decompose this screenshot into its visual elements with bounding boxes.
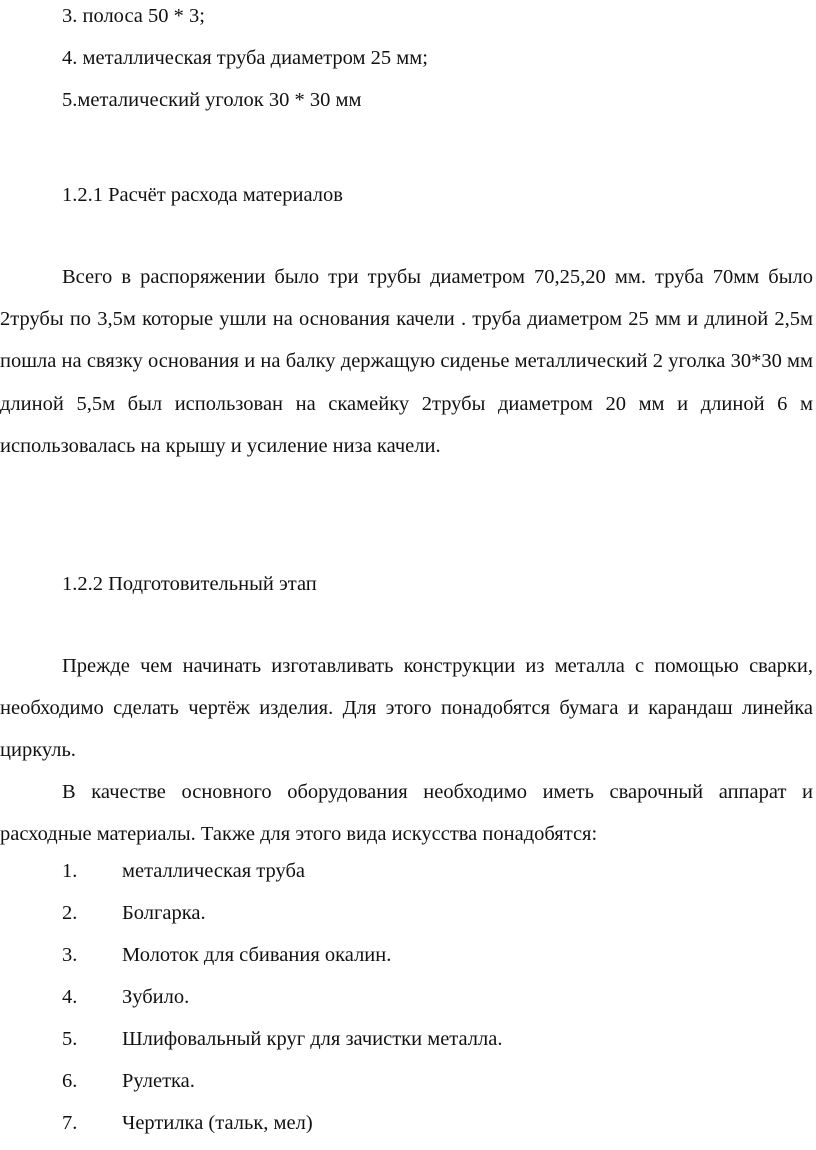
list-item [62,1025,502,1053]
list-number: 7. [62,1112,78,1134]
list-text: металлическая труба [122,860,306,882]
top-list-item: 3. полоса 50 * 3; [62,5,205,27]
list-item [62,941,391,969]
list-item [62,899,206,927]
list-text: Шлифовальный круг для зачистки металла. [122,1028,503,1050]
list-text: Молоток для сбивания окалин. [122,944,392,966]
list-item [62,983,189,1011]
list-number: 6. [62,1070,78,1092]
body-paragraph: В качестве основного оборудования необходимо иметь сварочный аппарат и расходные материалы. Также для этого вида искусства понадобятся: [0,781,813,846]
section-heading: 1.2.2 Подготовительный этап [62,573,317,595]
list-text: Зубило. [122,986,190,1008]
list-text: Чертилка (тальк, мел) [122,1112,313,1134]
list-number: 4. [62,986,78,1008]
list-number: 5. [62,1028,78,1050]
section-heading: 1.2.1 Расчёт расхода материалов [62,184,343,206]
list-number: 2. [62,902,78,924]
list-item [62,1067,195,1095]
body-paragraph: Всего в распоряжении было три трубы диаметром 70,25,20 мм. труба 70мм было 2трубы по 3,5м которые ушли на основания качели . труба диаметром 25 мм и длиной 2,5м пошла на связку основания и на балку держащую сиденье металлический 2 уголка 30*30 мм длиной 5,5м был использован на скамейку 2трубы диаметром 20 мм и длиной 6 м использовалась на крышу и усиление низа качели. [0,266,813,457]
top-list-item: 5.металический уголок 30 * 30 мм [62,89,362,111]
top-list-item: 4. металлическая труба диаметром 25 мм; [62,47,428,69]
list-item [62,857,305,885]
list-text: Рулетка. [122,1070,195,1092]
list-item [62,1109,313,1137]
body-paragraph: Прежде чем начинать изготавливать конструкции из металла с помощью сварки, необходимо сделать чертёж изделия. Для этого понадобятся бумага и карандаш линейка циркуль. [0,655,813,762]
list-number: 1. [62,860,78,882]
list-text: Болгарка. [122,902,206,924]
list-number: 3. [62,944,78,966]
